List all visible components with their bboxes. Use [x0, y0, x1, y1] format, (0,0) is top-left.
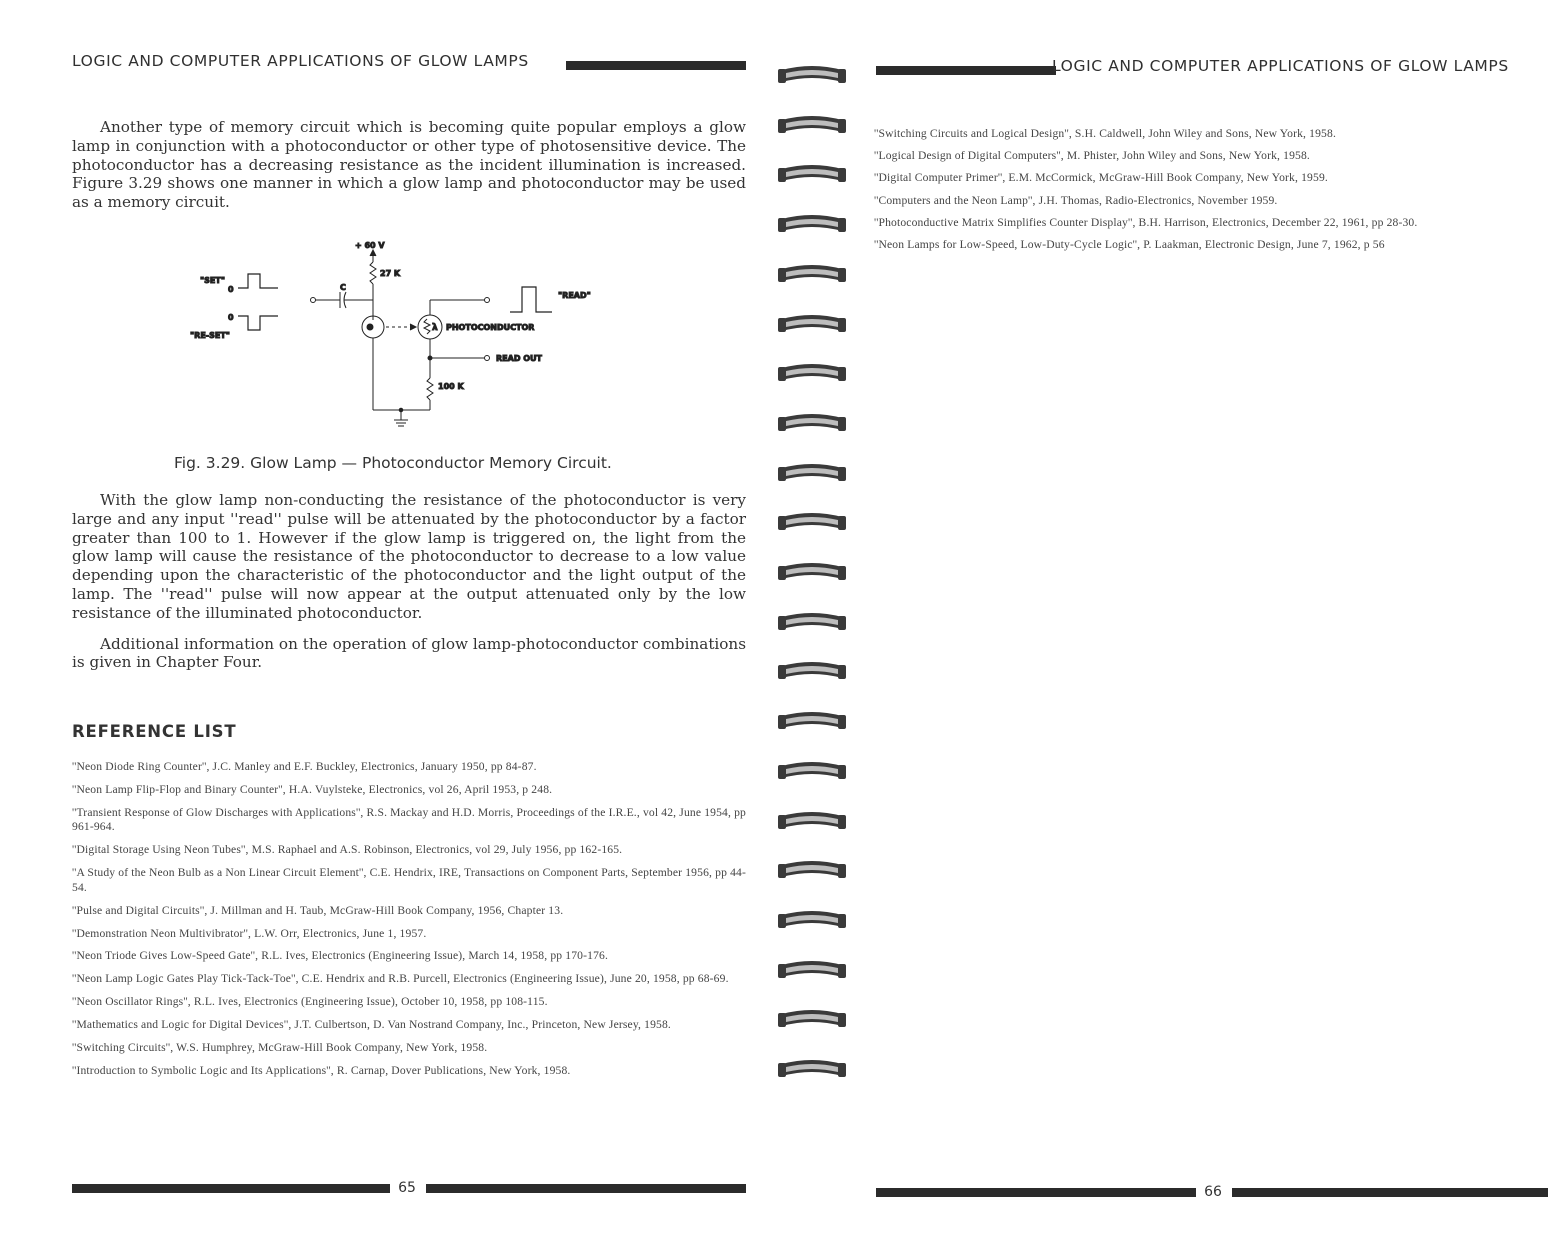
right-running-header: LOGIC AND COMPUTER APPLICATIONS OF GLOW LAMPS — [1052, 57, 1509, 75]
reference-item: ''Neon Oscillator Rings'', R.L. Ives, Electronics (Engineering Issue), October 10, 1958, pp 108-115. — [72, 995, 548, 1009]
spiral-loop — [778, 909, 846, 931]
reference-item: ''Neon Lamps for Low-Speed, Low-Duty-Cycle Logic'', P. Laakman, Electronic Design, June 7, 1962, p 56 — [874, 237, 1385, 251]
spiral-loop — [778, 412, 846, 434]
paragraph-operation: With the glow lamp non-conducting the resistance of the photoconductor is very large and any input ''read'' pulse will be attenuated by the photoconductor by a factor greater than 100 to 1. However if the glow lamp is triggered on, the light from the glow lamp will cause the resistance of the photoconductor to decrease to a low value depending upon the characteristic of the photoconductor and the light output of the lamp. The ''read'' pulse will now appear at the output attenuated only by the low resistance of the illuminated photoconductor. — [72, 491, 746, 622]
label-zero-reset: 0 — [228, 313, 234, 322]
spiral-loop — [778, 1058, 846, 1080]
paragraph-intro: Another type of memory circuit which is becoming quite popular employs a glow lamp in conjunction with a photoconductor or other type of photosensitive device. The photoconductor has a decreasing resistance as the incident illumination is increased. Figure 3.29 shows one manner in which a glow lamp and photoconductor may be used as a memory circuit. — [72, 118, 746, 212]
reference-item: ''Introduction to Symbolic Logic and Its Applications'', R. Carnap, Dover Publications, New York, 1958. — [72, 1063, 571, 1077]
reference-item: ''Neon Triode Gives Low-Speed Gate'', R.L. Ives, Electronics (Engineering Issue), March 14, 1958, pp 170-176. — [72, 949, 609, 963]
right-footer-rule-a — [876, 1188, 1196, 1197]
label-zero-set: 0 — [228, 285, 234, 294]
spiral-loop — [778, 859, 846, 881]
label-set: "SET" — [200, 276, 226, 285]
right-footer-rule-b — [1232, 1188, 1548, 1197]
left-running-header: LOGIC AND COMPUTER APPLICATIONS OF GLOW LAMPS — [72, 52, 529, 70]
reference-item: ''Demonstration Neon Multivibrator'', L.W. Orr, Electronics, June 1, 1957. — [72, 926, 427, 940]
reference-item: ''Computers and the Neon Lamp'', J.H. Thomas, Radio-Electronics, November 1959. — [874, 193, 1278, 207]
explanation-text — [72, 491, 746, 684]
reference-item: ''Neon Lamp Logic Gates Play Tick-Tack-Toe'', C.E. Hendrix and R.B. Purcell, Electronics (Engineering Issue), June 20, 1958, pp 68-69. — [72, 972, 729, 986]
spiral-loop — [778, 362, 846, 384]
reference-item: ''Neon Lamp Flip-Flop and Binary Counter'', H.A. Vuylsteke, Electronics, vol 26, April 1953, p 248. — [72, 782, 553, 796]
spiral-loop — [778, 1008, 846, 1030]
reference-item: ''Switching Circuits and Logical Design'', S.H. Caldwell, John Wiley and Sons, New York, 1958. — [874, 127, 1336, 140]
reference-item: ''Pulse and Digital Circuits'', J. Millman and H. Taub, McGraw-Hill Book Company, 1956, Chapter 13. — [72, 903, 564, 917]
label-supply: + 60 V — [355, 241, 385, 250]
reference-item: ''Logical Design of Digital Computers'', M. Phister, John Wiley and Sons, New York, 1958. — [874, 149, 1310, 163]
spiral-loop — [778, 561, 846, 583]
reference-item: ''A Study of the Neon Bulb as a Non Linear Circuit Element'', C.E. Hendrix, IRE, Transactions on Component Parts, September 1956, pp 44-54. — [72, 866, 746, 894]
spiral-loop — [778, 114, 846, 136]
reference-list-left — [72, 760, 746, 1087]
left-footer-rule-b — [426, 1184, 746, 1193]
left-header-rule — [566, 61, 746, 70]
spiral-loop — [778, 611, 846, 633]
reference-list-heading: REFERENCE LIST — [72, 722, 237, 741]
label-photoconductor: PHOTOCONDUCTOR — [446, 323, 535, 332]
label-r1: 27 K — [380, 269, 401, 278]
label-read: "READ" — [558, 291, 591, 300]
spiral-loop — [778, 710, 846, 732]
reference-item: ''Photoconductive Matrix Simplifies Counter Display'', B.H. Harrison, Electronics, December 22, 1961, pp 28-30. — [874, 215, 1418, 229]
spiral-loop — [778, 313, 846, 335]
label-cap: C — [340, 283, 346, 292]
reference-item: ''Digital Storage Using Neon Tubes'', M.S. Raphael and A.S. Robinson, Electronics, vol 29, July 1956, pp 162-165. — [72, 843, 623, 857]
page-number-left: 65 — [398, 1180, 416, 1196]
spiral-loop — [778, 810, 846, 832]
spiral-loop — [778, 263, 846, 285]
reference-item: ''Mathematics and Logic for Digital Devices'', J.T. Culbertson, D. Van Nostrand Company, Inc., Princeton, New Jersey, 1958. — [72, 1018, 671, 1032]
label-readout: READ OUT — [496, 354, 542, 363]
spiral-loop — [778, 462, 846, 484]
intro-text — [72, 118, 746, 224]
label-lambda: λ — [432, 323, 438, 333]
label-reset: "RE-SET" — [190, 331, 230, 340]
spiral-loop — [778, 511, 846, 533]
reference-item: ''Switching Circuits'', W.S. Humphrey, McGraw-Hill Book Company, New York, 1958. — [72, 1040, 488, 1054]
circuit-diagram — [180, 232, 620, 442]
reference-item: ''Transient Response of Glow Discharges with Applications'', R.S. Mackay and H.D. Morris, Proceedings of the I.R.E., vol 42, June 1954, pp 961-964. — [72, 805, 746, 834]
figure-caption: Fig. 3.29. Glow Lamp — Photoconductor Memory Circuit. — [174, 454, 612, 472]
spiral-loop — [778, 959, 846, 981]
spiral-loop — [778, 213, 846, 235]
reference-list-right — [874, 127, 1544, 260]
reference-item: ''Digital Computer Primer'', E.M. McCormick, McGraw-Hill Book Company, New York, 1959. — [874, 171, 1328, 185]
left-page — [0, 0, 760, 1249]
spiral-loop — [778, 760, 846, 782]
spiral-binding — [770, 0, 860, 1249]
page-number-right: 66 — [1204, 1184, 1222, 1200]
reference-item: ''Neon Diode Ring Counter'', J.C. Manley and E.F. Buckley, Electronics, January 1950, pp 84-87. — [72, 760, 537, 773]
spiral-loop — [778, 64, 846, 86]
right-page — [860, 0, 1554, 1249]
label-r2: 100 K — [438, 382, 464, 391]
left-footer-rule-a — [72, 1184, 390, 1193]
spiral-loop — [778, 163, 846, 185]
right-header-rule — [876, 66, 1056, 75]
paragraph-additional: Additional information on the operation of glow lamp-photoconductor combinations is given in Chapter Four. — [72, 634, 746, 672]
spiral-loop — [778, 660, 846, 682]
